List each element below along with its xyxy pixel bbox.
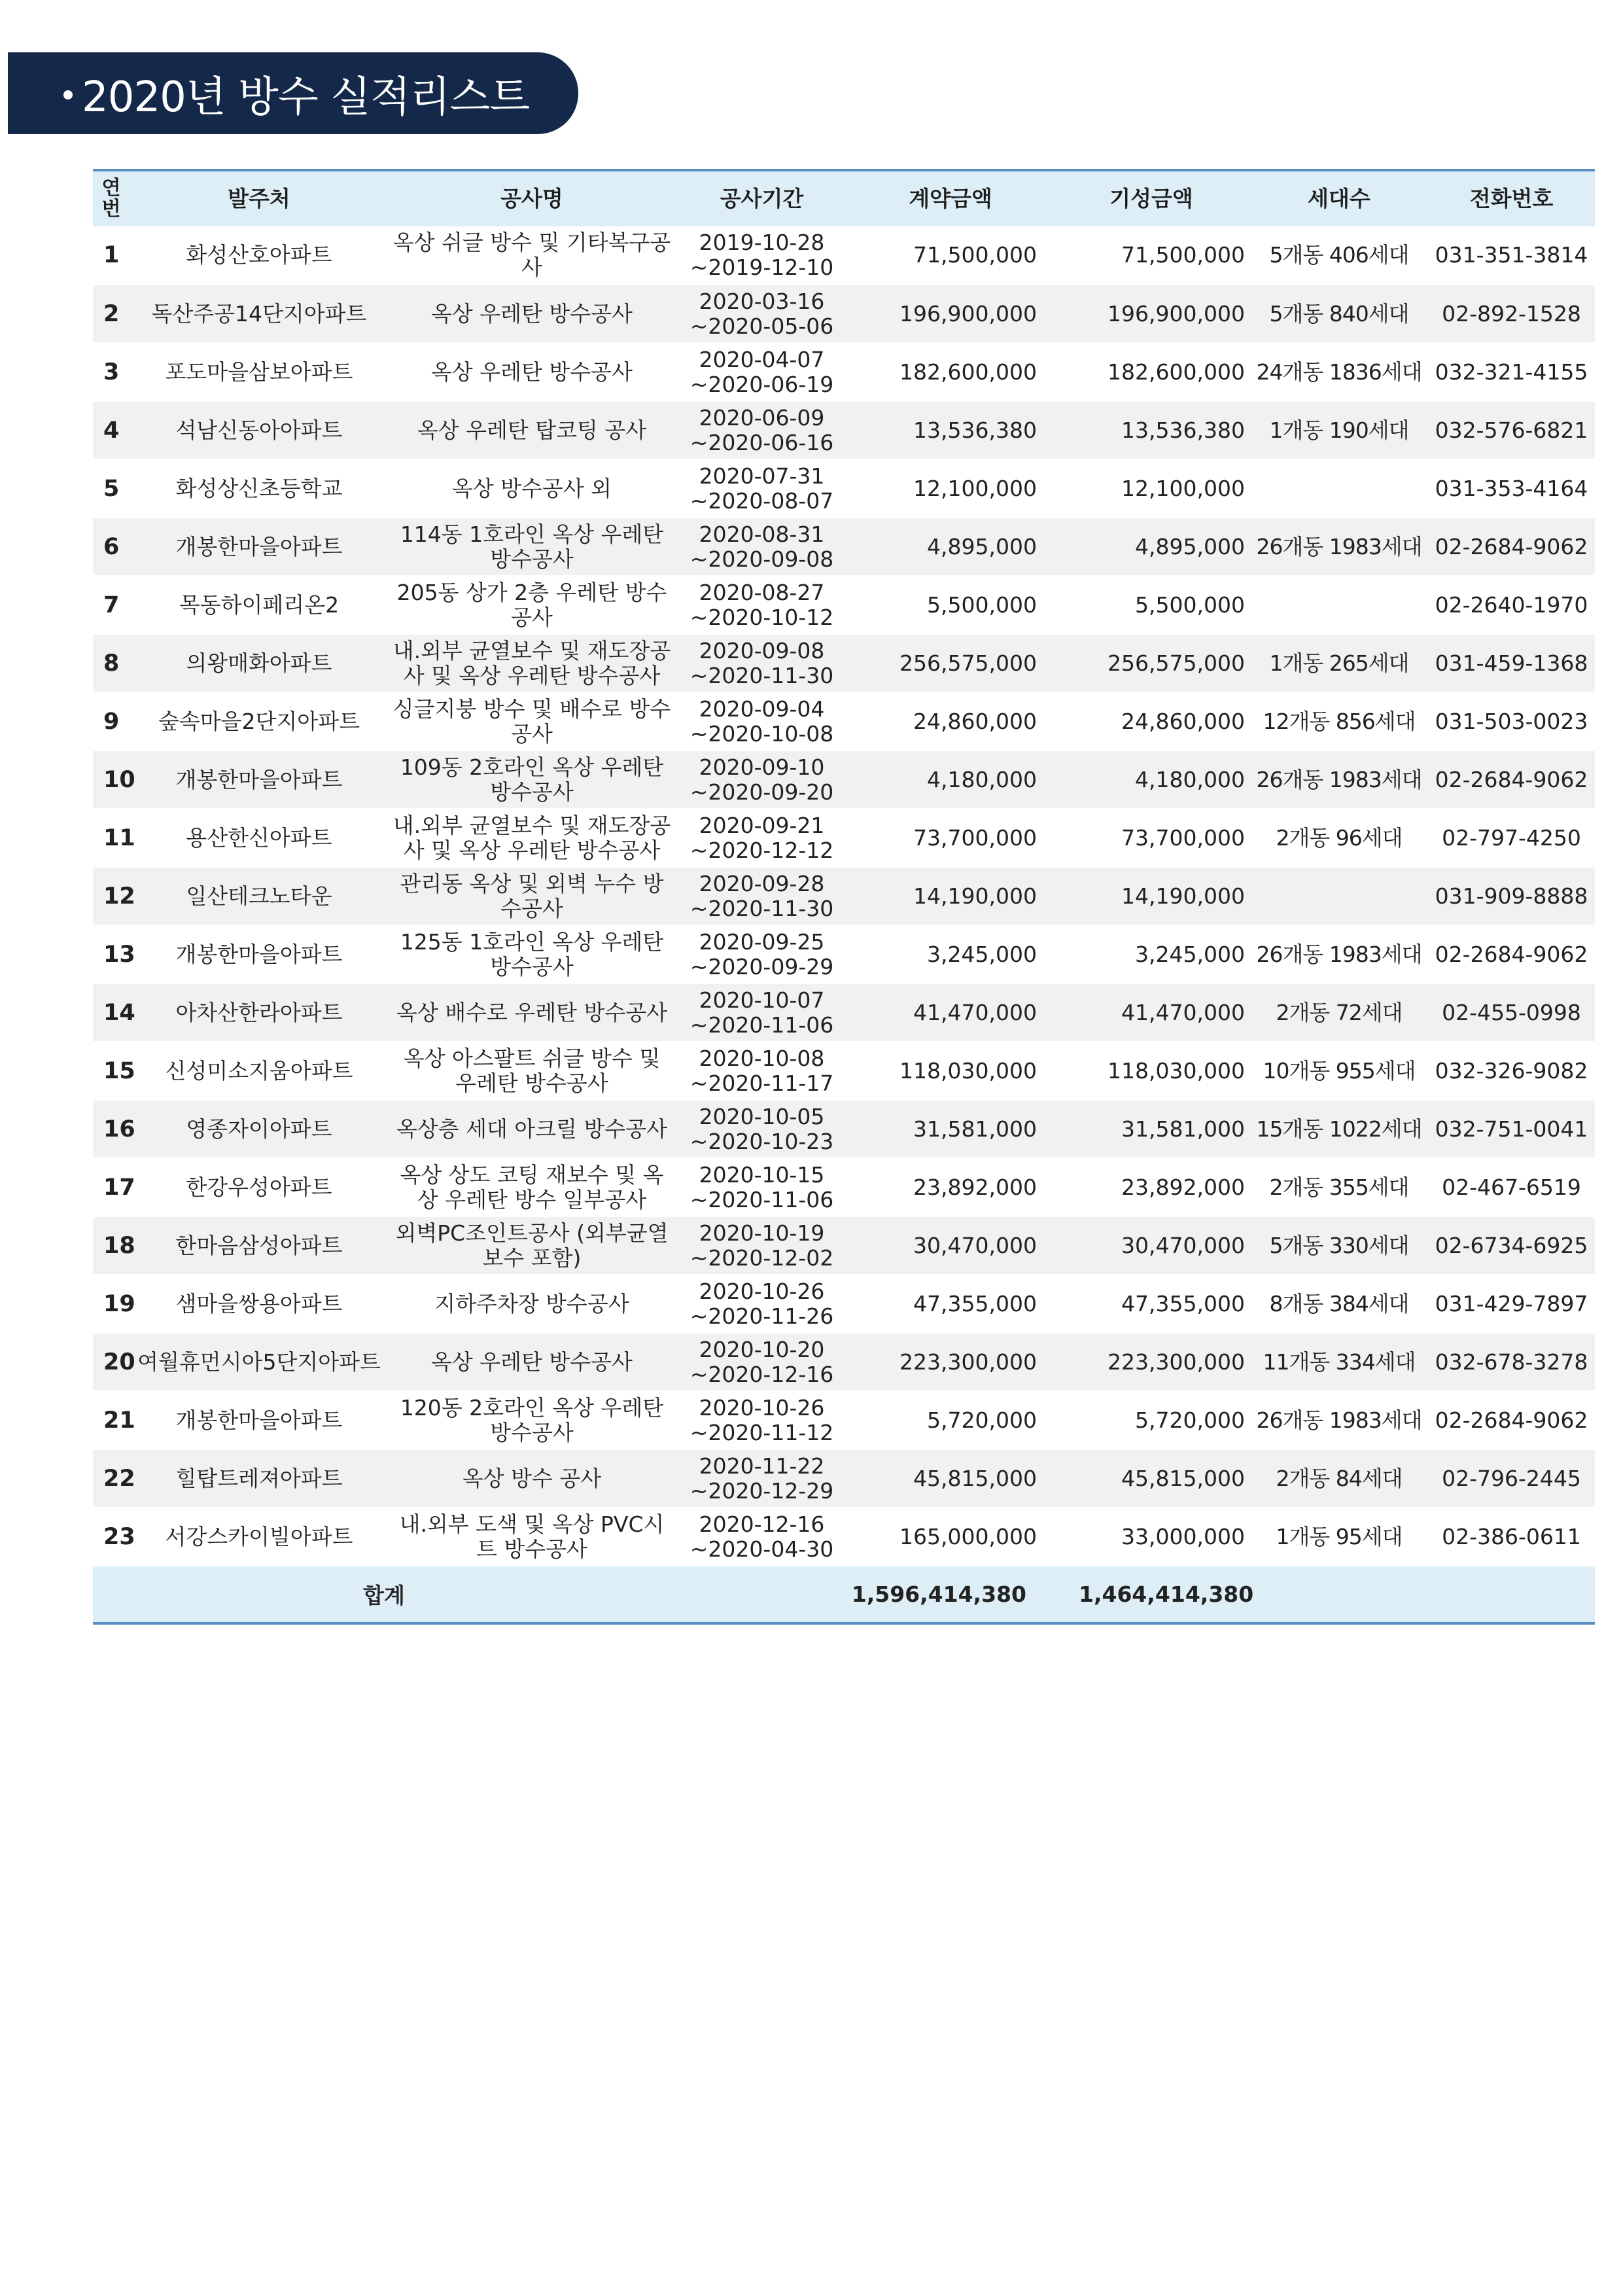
cell-paid: 33,000,000 — [1121, 1523, 1245, 1549]
cell-no: 3 — [103, 359, 120, 385]
period-start: 2020-07-31 — [699, 463, 825, 489]
period-start: 2020-10-08 — [699, 1045, 825, 1071]
cell-period — [675, 1100, 848, 1158]
cell-units: 5개동 840세대 — [1269, 300, 1409, 327]
cell-units — [1250, 576, 1428, 634]
cell-phone: 031-353-4164 — [1435, 475, 1588, 501]
cell-units: 1개동 265세대 — [1269, 650, 1409, 676]
cell-contract: 5,720,000 — [927, 1407, 1037, 1433]
cell-client: 석남신동아아파트 — [175, 417, 343, 443]
cell-period — [675, 1158, 848, 1216]
period-end: ~2020-11-12 — [689, 1419, 834, 1445]
cell-work: 205동 상가 2층 우레탄 방수공사 — [396, 579, 667, 630]
period-start: 2020-09-25 — [699, 928, 825, 955]
period-start: 2020-10-26 — [699, 1394, 825, 1421]
header-period: 공사기간 — [720, 186, 804, 211]
period-end: ~2020-11-06 — [689, 1186, 834, 1212]
cell-paid: 31,581,000 — [1121, 1116, 1245, 1142]
records-table — [93, 169, 1595, 1625]
cell-work: 옥상 우레탄 방수공사 — [431, 1349, 633, 1375]
cell-phone: 02-6734-6925 — [1435, 1232, 1588, 1258]
cell-phone: 02-796-2445 — [1442, 1465, 1581, 1491]
cell-phone: 031-351-3814 — [1435, 242, 1588, 268]
cell-contract: 4,895,000 — [927, 533, 1037, 559]
cell-contract: 4,180,000 — [927, 766, 1037, 792]
cell-phone: 02-455-0998 — [1442, 999, 1581, 1025]
cell-work: 지하주차장 방수공사 — [434, 1290, 629, 1316]
cell-units: 11개동 334세대 — [1263, 1349, 1416, 1375]
cell-paid: 5,720,000 — [1135, 1407, 1245, 1433]
cell-paid: 3,245,000 — [1135, 941, 1245, 967]
table-row — [93, 1275, 1595, 1333]
period-end: ~2020-11-06 — [689, 1012, 834, 1038]
cell-work: 옥상 아스팔트 쉬글 방수 및 우레탄 방수공사 — [403, 1045, 661, 1096]
header-no: 연번 — [101, 177, 121, 221]
cell-work: 외벽PC조인트공사 (외부균열보수 포함) — [395, 1220, 669, 1271]
cell-phone: 02-2684-9062 — [1435, 766, 1588, 792]
period-start: 2019-10-28 — [699, 230, 825, 255]
cell-paid: 5,500,000 — [1135, 592, 1245, 618]
cell-units: 26개동 1983세대 — [1256, 941, 1422, 967]
period-end: ~2020-06-19 — [689, 371, 834, 397]
cell-work: 120동 2호라인 옥상 우레탄 방수공사 — [400, 1394, 664, 1445]
cell-work: 싱글지붕 방수 및 배수로 방수공사 — [393, 696, 671, 747]
period-end: ~2020-11-30 — [689, 662, 834, 688]
cell-period — [675, 1391, 848, 1449]
total-row — [93, 1566, 1595, 1623]
header-paid: 기성금액 — [1109, 186, 1193, 211]
cell-period — [675, 925, 848, 983]
cell-phone: 031-909-8888 — [1435, 883, 1588, 909]
period-end: ~2020-09-29 — [689, 953, 834, 980]
table-row — [93, 1042, 1595, 1100]
cell-work: 내.외부 균열보수 및 재도장공사 및 옥상 우레탄 방수공사 — [393, 812, 671, 863]
cell-work: 내.외부 도색 및 옥상 PVC시트 방수공사 — [399, 1511, 665, 1562]
cell-period — [675, 343, 848, 401]
period-end: ~2020-10-23 — [689, 1128, 834, 1154]
cell-no: 19 — [103, 1290, 135, 1317]
cell-work: 내.외부 균열보수 및 재도장공사 및 옥상 우레탄 방수공사 — [393, 637, 671, 688]
period-start: 2020-09-08 — [699, 637, 825, 663]
header-client: 발주처 — [228, 186, 290, 211]
cell-period — [675, 459, 848, 518]
cell-paid: 41,470,000 — [1121, 999, 1245, 1025]
cell-contract: 14,190,000 — [913, 883, 1037, 909]
cell-work: 옥상 우레탄 방수공사 — [431, 359, 633, 385]
cell-contract: 73,700,000 — [913, 824, 1037, 851]
cell-phone: 032-576-6821 — [1435, 417, 1588, 443]
cell-period — [675, 809, 848, 867]
table-row — [93, 576, 1595, 634]
cell-no: 8 — [103, 650, 120, 677]
page-title: 2020년 방수 실적리스트 — [82, 73, 530, 122]
cell-work: 109동 2호라인 옥상 우레탄 방수공사 — [400, 754, 664, 805]
cell-period — [675, 401, 848, 459]
cell-phone: 02-2684-9062 — [1435, 941, 1588, 967]
cell-units: 26개동 1983세대 — [1256, 1407, 1422, 1433]
period-end: ~2020-12-02 — [689, 1245, 834, 1271]
cell-contract: 47,355,000 — [913, 1290, 1037, 1316]
cell-work: 옥상층 세대 아크릴 방수공사 — [396, 1116, 667, 1142]
cell-client: 화성상신초등학교 — [175, 475, 343, 501]
period-end: ~2020-09-08 — [689, 546, 834, 572]
cell-no: 13 — [103, 941, 135, 968]
cell-work: 114동 1호라인 옥상 우레탄 방수공사 — [400, 521, 664, 572]
cell-client: 용산한신아파트 — [186, 824, 332, 851]
cell-contract: 118,030,000 — [899, 1057, 1037, 1084]
cell-contract: 196,900,000 — [899, 300, 1037, 327]
cell-paid: 47,355,000 — [1121, 1290, 1245, 1316]
table-row — [93, 1100, 1595, 1158]
cell-phone: 02-2684-9062 — [1435, 533, 1588, 559]
cell-no: 15 — [103, 1057, 135, 1084]
period-start: 2020-10-05 — [699, 1103, 825, 1129]
period-start: 2020-11-22 — [699, 1453, 825, 1479]
table-row — [93, 226, 1595, 285]
cell-work: 옥상 쉬글 방수 및 기타복구공사 — [393, 230, 671, 280]
period-end: ~2020-11-17 — [689, 1070, 834, 1096]
table-row — [93, 751, 1595, 809]
cell-client: 화성산호아파트 — [186, 242, 332, 268]
cell-phone: 02-386-0611 — [1442, 1523, 1581, 1549]
table-row — [93, 925, 1595, 983]
cell-units: 12개동 856세대 — [1263, 708, 1416, 734]
cell-paid: 30,470,000 — [1121, 1232, 1245, 1258]
table-body — [93, 226, 1595, 1566]
cell-contract: 23,892,000 — [913, 1174, 1037, 1200]
period-start: 2020-08-31 — [699, 521, 825, 547]
table-row — [93, 1333, 1595, 1391]
cell-phone: 031-459-1368 — [1435, 650, 1588, 676]
cell-no: 23 — [103, 1523, 135, 1550]
period-start: 2020-09-04 — [699, 696, 825, 722]
cell-client: 개봉한마을아파트 — [175, 766, 343, 792]
cell-period — [675, 1508, 848, 1566]
period-end: ~2020-06-16 — [689, 429, 834, 455]
cell-no: 21 — [103, 1407, 135, 1434]
cell-phone: 02-2684-9062 — [1435, 1407, 1588, 1433]
table-row — [93, 634, 1595, 692]
period-start: 2020-03-16 — [699, 288, 825, 314]
cell-contract: 41,470,000 — [913, 999, 1037, 1025]
period-end: ~2020-05-06 — [689, 313, 834, 339]
cell-paid: 256,575,000 — [1108, 650, 1245, 676]
cell-paid: 182,600,000 — [1108, 359, 1245, 385]
cell-no: 1 — [103, 242, 120, 268]
cell-client: 여월휴먼시아5단지아파트 — [137, 1349, 381, 1375]
period-start: 2020-10-07 — [699, 987, 825, 1013]
period-end: ~2020-09-20 — [689, 779, 834, 805]
cell-units: 5개동 406세대 — [1269, 242, 1409, 268]
cell-contract: 13,536,380 — [913, 417, 1037, 443]
cell-period — [675, 1042, 848, 1100]
period-end: ~2020-04-30 — [689, 1536, 834, 1562]
cell-units: 1개동 190세대 — [1269, 417, 1409, 443]
cell-contract: 71,500,000 — [913, 242, 1037, 268]
cell-no: 9 — [103, 708, 120, 735]
period-start: 2020-06-09 — [699, 404, 825, 431]
period-end: ~2020-12-29 — [689, 1477, 834, 1504]
table-row — [93, 692, 1595, 751]
header-contract: 계약금액 — [909, 186, 992, 211]
cell-period — [675, 634, 848, 692]
cell-no: 11 — [103, 824, 135, 851]
cell-client: 서강스카이빌아파트 — [165, 1523, 353, 1549]
period-end: ~2020-10-12 — [689, 604, 834, 630]
cell-contract: 5,500,000 — [927, 592, 1037, 618]
cell-paid: 4,895,000 — [1135, 533, 1245, 559]
table-row — [93, 285, 1595, 343]
cell-paid: 73,700,000 — [1121, 824, 1245, 851]
cell-period — [675, 867, 848, 925]
cell-client: 샘마을쌍용아파트 — [175, 1290, 343, 1316]
cell-phone: 032-678-3278 — [1435, 1349, 1588, 1375]
table-row — [93, 1449, 1595, 1508]
total-spacer-phone — [1428, 1566, 1595, 1623]
cell-client: 포도마을삼보아파트 — [165, 359, 353, 385]
cell-client: 한마음삼성아파트 — [175, 1232, 343, 1258]
cell-no: 18 — [103, 1232, 135, 1259]
cell-units: 15개동 1022세대 — [1256, 1116, 1422, 1142]
table-row — [93, 983, 1595, 1042]
table-row — [93, 343, 1595, 401]
cell-units: 1개동 95세대 — [1276, 1523, 1403, 1549]
header-work: 공사명 — [500, 186, 563, 211]
cell-period — [675, 692, 848, 751]
cell-client: 개봉한마을아파트 — [175, 1407, 343, 1433]
cell-contract: 24,860,000 — [913, 708, 1037, 734]
cell-period — [675, 1333, 848, 1391]
cell-units: 24개동 1836세대 — [1256, 359, 1422, 385]
cell-units: 2개동 355세대 — [1269, 1174, 1409, 1200]
cell-period — [675, 518, 848, 576]
cell-phone: 032-751-0041 — [1435, 1116, 1588, 1142]
table-row — [93, 867, 1595, 925]
cell-contract: 45,815,000 — [913, 1465, 1037, 1491]
cell-work: 옥상 방수공사 외 — [451, 475, 612, 501]
cell-phone: 02-797-4250 — [1442, 824, 1581, 851]
cell-work: 옥상 상도 코팅 재보수 및 옥상 우레탄 방수 일부공사 — [400, 1161, 664, 1212]
period-start: 2020-10-20 — [699, 1336, 825, 1362]
period-start: 2020-09-21 — [699, 812, 825, 838]
cell-contract: 165,000,000 — [899, 1523, 1037, 1549]
cell-paid: 196,900,000 — [1108, 300, 1245, 327]
table-header-row — [93, 170, 1595, 226]
cell-work: 125동 1호라인 옥상 우레탄 방수공사 — [400, 928, 664, 980]
period-end: ~2020-12-16 — [689, 1361, 834, 1387]
cell-client: 신성미소지움아파트 — [165, 1057, 353, 1084]
total-spacer — [675, 1566, 848, 1623]
period-start: 2020-08-27 — [699, 579, 825, 605]
period-end: ~2020-12-12 — [689, 837, 834, 863]
cell-no: 17 — [103, 1174, 135, 1201]
total-paid: 1,464,414,380 — [1079, 1581, 1254, 1607]
table-row — [93, 1158, 1595, 1216]
total-label: 합계 — [363, 1583, 405, 1608]
cell-client: 의왕매화아파트 — [186, 650, 332, 676]
cell-client: 일산테크노타운 — [186, 883, 332, 909]
cell-period — [675, 751, 848, 809]
period-start: 2020-04-07 — [699, 346, 825, 372]
cell-period — [675, 576, 848, 634]
period-end: ~2020-08-07 — [689, 487, 834, 514]
cell-no: 16 — [103, 1116, 135, 1142]
cell-no: 7 — [103, 592, 120, 618]
cell-no: 4 — [103, 417, 120, 444]
cell-paid: 23,892,000 — [1121, 1174, 1245, 1200]
cell-client: 독산주공14단지아파트 — [151, 300, 367, 327]
period-end: ~2020-10-08 — [689, 720, 834, 747]
cell-contract: 30,470,000 — [913, 1232, 1037, 1258]
period-start: 2020-09-10 — [699, 754, 825, 780]
cell-paid: 24,860,000 — [1121, 708, 1245, 734]
cell-paid: 71,500,000 — [1121, 242, 1245, 268]
cell-no: 6 — [103, 533, 120, 560]
cell-contract: 31,581,000 — [913, 1116, 1037, 1142]
cell-units: 26개동 1983세대 — [1256, 766, 1422, 792]
table-row — [93, 459, 1595, 518]
header-phone: 전화번호 — [1469, 186, 1554, 211]
period-start: 2020-10-19 — [699, 1220, 825, 1246]
cell-period — [675, 983, 848, 1042]
cell-period — [675, 1449, 848, 1508]
cell-period — [675, 285, 848, 343]
cell-phone: 031-503-0023 — [1435, 708, 1588, 734]
cell-units: 2개동 84세대 — [1276, 1465, 1403, 1491]
cell-units: 5개동 330세대 — [1269, 1232, 1409, 1258]
cell-phone: 02-892-1528 — [1442, 300, 1581, 327]
cell-client: 한강우성아파트 — [186, 1174, 332, 1200]
table-row — [93, 1216, 1595, 1275]
table-row — [93, 809, 1595, 867]
table-row — [93, 401, 1595, 459]
period-start: 2020-10-26 — [699, 1278, 825, 1304]
bullet-icon — [63, 90, 73, 99]
cell-contract: 256,575,000 — [899, 650, 1037, 676]
period-end: ~2019-12-10 — [689, 255, 834, 280]
period-end: ~2020-11-26 — [689, 1303, 834, 1329]
page-title-banner — [8, 52, 578, 134]
cell-work: 관리동 옥상 및 외벽 누수 방수공사 — [400, 870, 664, 921]
cell-client: 힐탑트레져아파트 — [175, 1465, 343, 1491]
cell-units: 2개동 96세대 — [1276, 824, 1403, 851]
cell-work: 옥상 우레탄 방수공사 — [431, 300, 633, 327]
period-end: ~2020-11-30 — [689, 895, 834, 921]
header-units: 세대수 — [1308, 186, 1370, 211]
period-start: 2020-12-16 — [699, 1511, 825, 1537]
cell-work: 옥상 배수로 우레탄 방수공사 — [396, 999, 667, 1025]
cell-no: 5 — [103, 475, 120, 502]
period-start: 2020-09-28 — [699, 870, 825, 896]
cell-client: 목동하이페리온2 — [179, 592, 340, 618]
cell-phone: 031-429-7897 — [1435, 1290, 1588, 1316]
cell-work: 옥상 방수 공사 — [462, 1465, 602, 1491]
cell-client: 영종자이아파트 — [186, 1116, 332, 1142]
cell-no: 20 — [103, 1349, 135, 1375]
cell-contract: 3,245,000 — [927, 941, 1037, 967]
cell-contract: 12,100,000 — [913, 475, 1037, 501]
cell-units: 2개동 72세대 — [1276, 999, 1403, 1025]
cell-paid: 118,030,000 — [1108, 1057, 1245, 1084]
table-row — [93, 518, 1595, 576]
cell-paid: 13,536,380 — [1121, 417, 1245, 443]
cell-paid: 45,815,000 — [1121, 1465, 1245, 1491]
cell-phone: 02-467-6519 — [1442, 1174, 1581, 1200]
total-spacer-units — [1250, 1566, 1428, 1623]
table-row — [93, 1391, 1595, 1449]
cell-contract: 182,600,000 — [899, 359, 1037, 385]
cell-paid: 4,180,000 — [1135, 766, 1245, 792]
cell-no: 14 — [103, 999, 135, 1026]
cell-no: 2 — [103, 300, 120, 327]
cell-period — [675, 1275, 848, 1333]
period-start: 2020-10-15 — [699, 1161, 825, 1188]
cell-units: 8개동 384세대 — [1269, 1290, 1409, 1316]
cell-no: 10 — [103, 766, 135, 793]
cell-phone: 032-326-9082 — [1435, 1057, 1588, 1084]
cell-period — [675, 1216, 848, 1275]
cell-units — [1250, 867, 1428, 925]
cell-client: 아차산한라아파트 — [175, 999, 343, 1025]
cell-paid: 223,300,000 — [1108, 1349, 1245, 1375]
cell-no: 22 — [103, 1465, 135, 1492]
cell-client: 숲속마을2단지아파트 — [158, 708, 360, 734]
cell-paid: 12,100,000 — [1121, 475, 1245, 501]
total-contract: 1,596,414,380 — [851, 1581, 1026, 1607]
cell-units: 26개동 1983세대 — [1256, 533, 1422, 559]
cell-phone: 032-321-4155 — [1435, 359, 1588, 385]
cell-contract: 223,300,000 — [899, 1349, 1037, 1375]
cell-no: 12 — [103, 883, 135, 910]
cell-client: 개봉한마을아파트 — [175, 941, 343, 967]
table-row — [93, 1508, 1595, 1566]
cell-units: 10개동 955세대 — [1263, 1057, 1416, 1084]
cell-client: 개봉한마을아파트 — [175, 533, 343, 559]
cell-units — [1250, 459, 1428, 518]
cell-period — [675, 226, 848, 285]
cell-work: 옥상 우레탄 탑코팅 공사 — [417, 417, 647, 443]
cell-phone: 02-2640-1970 — [1435, 592, 1588, 618]
cell-paid: 14,190,000 — [1121, 883, 1245, 909]
